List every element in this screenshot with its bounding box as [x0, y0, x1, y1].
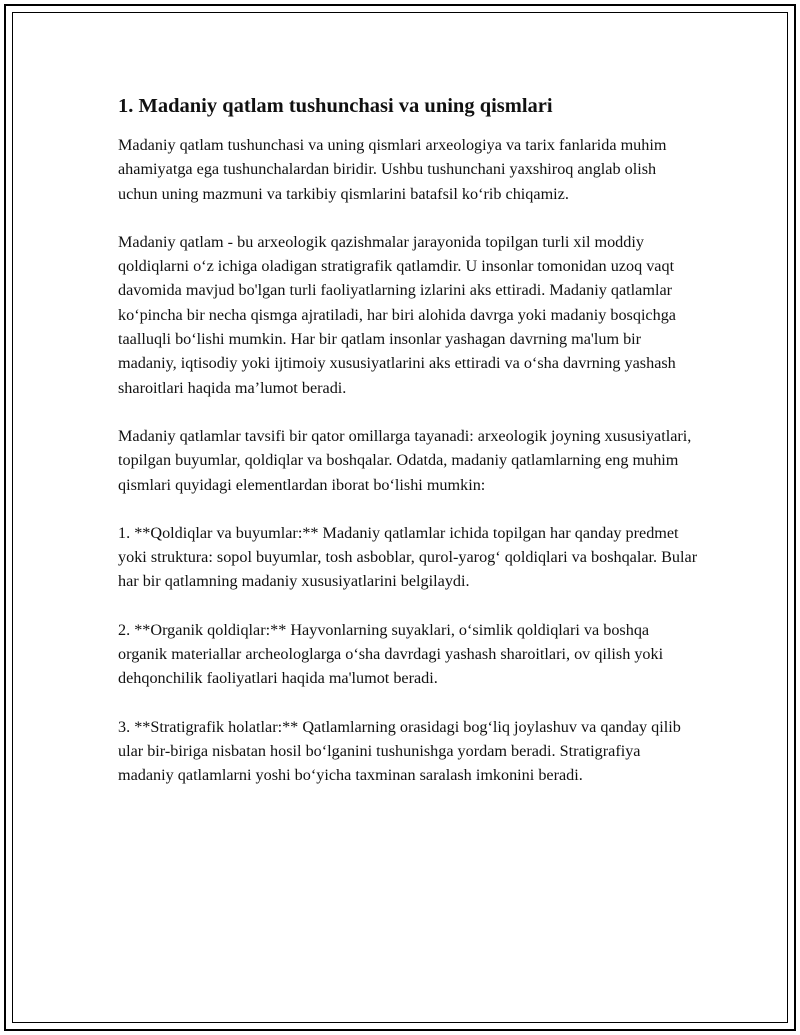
- paragraph-factors: Madaniy qatlamlar tavsifi bir qator omillarga tayanadi: arxeologik joyning xususiyatlari, topilgan buyumlar, qoldiqlar va boshqalar. Odatda, madaniy qatlamlarning eng muhim qismlari quyidagi elementlardan iborat bo‘lishi mumkin:: [118, 426, 692, 494]
- list-item-stratigraphy: 3. **Stratigrafik holatlar:** Qatlamlarning orasidagi bog‘liq joylashuv va qanday qilib ular bir-biriga nisbatan hosil bo‘lganini tushunishga yordam beradi. Stratigrafiya madaniy qatlamlarni yoshi bo‘yicha taxminan saralash imkonini beradi.: [118, 717, 681, 785]
- document-body: [118, 93, 698, 812]
- paragraph-definition: Madaniy qatlam - bu arxeologik qazishmalar jarayonida topilgan turli xil moddiy qoldiqlarni o‘z ichiga oladigan stratigrafik qatlamdir. U insonlar tomonidan uzoq vaqt davomida mavjud bo'lgan turli faoliyatlarning izlarini aks ettiradi. Madaniy qatlamlar ko‘pincha bir necha qismga ajratiladi, har biri alohida davrga yoki madaniy bosqichga taalluqli bo‘lishi mumkin. Har bir qatlam insonlar yashagan davrning ma'lum bir madaniy, iqtisodiy yoki ijtimoiy xususiyatlarini aks ettiradi va o‘sha davrning yashash sharoitlari haqida ma’lumot beradi.: [118, 232, 676, 397]
- paragraph-intro: Madaniy qatlam tushunchasi va uning qismlari arxeologiya va tarix fanlarida muhim ahamiyatga ega tushunchalardan biridir. Ushbu tushunchani yaxshiroq anglab olish uchun uning mazmuni va tarkibiy qismlarini batafsil ko‘rib chiqamiz.: [118, 136, 667, 203]
- list-item-artifacts: 1. **Qoldiqlar va buyumlar:** Madaniy qatlamlar ichida topilgan har qanday predmet yoki struktura: sopol buyumlar, tosh asboblar, qurol-yarog‘ qoldiqlari va boshqalar. Bular har bir qatlamning madaniy xususiyatlarini belgilaydi.: [118, 523, 698, 591]
- list-item-organic-remains: 2. **Organik qoldiqlar:** Hayvonlarning suyaklari, o‘simlik qoldiqlari va boshqa organik materiallar archeologlarga o‘sha davrdagi yashash sharoitlari, ov qilish yoki dehqonchilik faoliyatlari haqida ma'lumot beradi.: [118, 620, 664, 688]
- section-heading: 1. Madaniy qatlam tushunchasi va uning qismlari: [118, 95, 553, 117]
